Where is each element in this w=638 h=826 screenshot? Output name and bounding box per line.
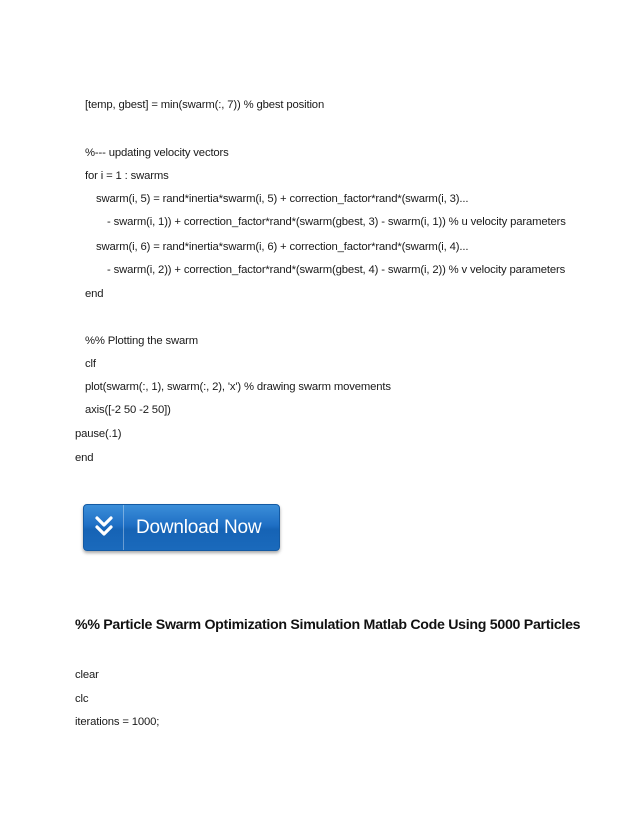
code-line: clc	[75, 693, 89, 705]
section-heading: %% Particle Swarm Optimization Simulation Matlab Code Using 5000 Particles	[75, 617, 581, 633]
code-line: - swarm(i, 1)) + correction_factor*rand*(swarm(gbest, 3) - swarm(i, 1)) % u velocity parameters	[107, 216, 566, 228]
code-line: end	[75, 452, 94, 464]
download-button-label: Download Now	[136, 517, 262, 538]
code-line: %% Plotting the swarm	[85, 335, 199, 347]
code-line: axis([-2 50 -2 50])	[85, 404, 171, 416]
code-line: swarm(i, 5) = rand*inertia*swarm(i, 5) + correction_factor*rand*(swarm(i, 3)...	[96, 193, 469, 205]
code-line: clf	[85, 358, 96, 370]
code-line: %--- updating velocity vectors	[85, 147, 229, 159]
code-line: end	[85, 288, 104, 300]
code-line: pause(.1)	[75, 428, 122, 440]
code-line: swarm(i, 6) = rand*inertia*swarm(i, 6) + correction_factor*rand*(swarm(i, 4)...	[96, 241, 469, 253]
code-line: clear	[75, 669, 99, 681]
download-icon-box	[84, 505, 124, 550]
code-line: [temp, gbest] = min(swarm(:, 7)) % gbest position	[85, 99, 325, 111]
code-line: iterations = 1000;	[75, 716, 160, 728]
code-line: plot(swarm(:, 1), swarm(:, 2), 'x') % drawing swarm movements	[85, 381, 391, 393]
code-line: for i = 1 : swarms	[85, 170, 169, 182]
double-chevron-down-icon	[94, 515, 114, 539]
download-now-button[interactable]	[83, 504, 280, 551]
code-line: - swarm(i, 2)) + correction_factor*rand*(swarm(gbest, 4) - swarm(i, 2)) % v velocity parameters	[107, 264, 566, 276]
